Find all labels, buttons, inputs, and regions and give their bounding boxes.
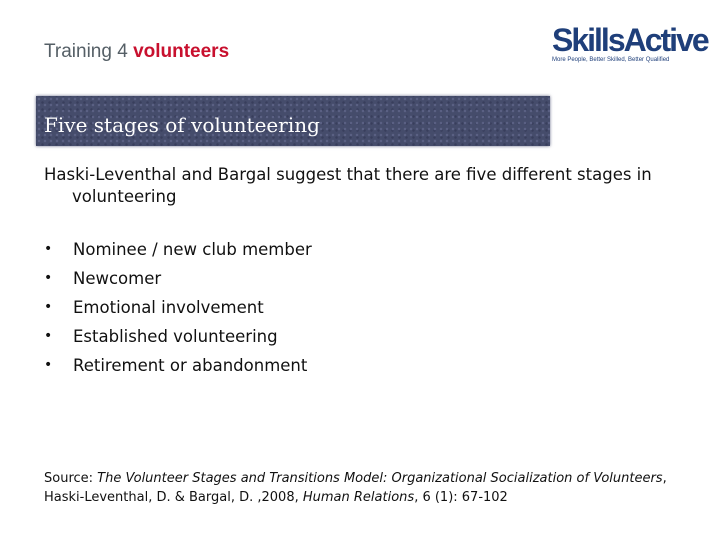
list-item bbox=[44, 298, 312, 327]
stage-label: Newcomer bbox=[73, 269, 162, 288]
list-item bbox=[44, 356, 312, 385]
header-title-accent: volunteers bbox=[133, 41, 230, 62]
bullet: • bbox=[44, 357, 53, 373]
stage-label: Established volunteering bbox=[73, 327, 278, 346]
stage-label: Nominee / new club member bbox=[73, 240, 312, 259]
skillsactive-logo bbox=[552, 22, 708, 68]
bullet: • bbox=[44, 270, 53, 286]
bullet: • bbox=[44, 328, 53, 344]
list-item bbox=[44, 269, 312, 298]
bullet: • bbox=[44, 299, 53, 315]
source-work-title: The Volunteer Stages and Transitions Model: Organizational Socialization of Volunteers bbox=[97, 471, 663, 486]
list-item bbox=[44, 327, 312, 356]
source-label: Source: bbox=[44, 471, 98, 486]
stages-list bbox=[44, 240, 312, 385]
logo-wordmark: SkillsActive bbox=[552, 22, 708, 58]
logo-tagline: More People, Better Skilled, Better Qualified bbox=[552, 57, 670, 63]
stage-label: Emotional involvement bbox=[73, 298, 264, 317]
intro-paragraph: Haski-Leventhal and Bargal suggest that there are five different stages in volunteering bbox=[44, 165, 652, 206]
source-journal: Human Relations bbox=[302, 490, 415, 505]
source-authors: , Haski-Leventhal, D. & Bargal, D. ,2008, bbox=[44, 471, 667, 505]
source-volume: , 6 (1): 67-102 bbox=[414, 490, 508, 505]
section-banner bbox=[36, 96, 550, 146]
stage-label: Retirement or abandonment bbox=[73, 356, 308, 375]
list-item bbox=[44, 240, 312, 269]
banner-title: Five stages of volunteering bbox=[44, 113, 320, 137]
source-citation bbox=[44, 469, 684, 507]
bullet: • bbox=[44, 241, 53, 257]
slide-header-title bbox=[44, 41, 229, 63]
header-title-prefix: Training 4 bbox=[44, 41, 134, 62]
